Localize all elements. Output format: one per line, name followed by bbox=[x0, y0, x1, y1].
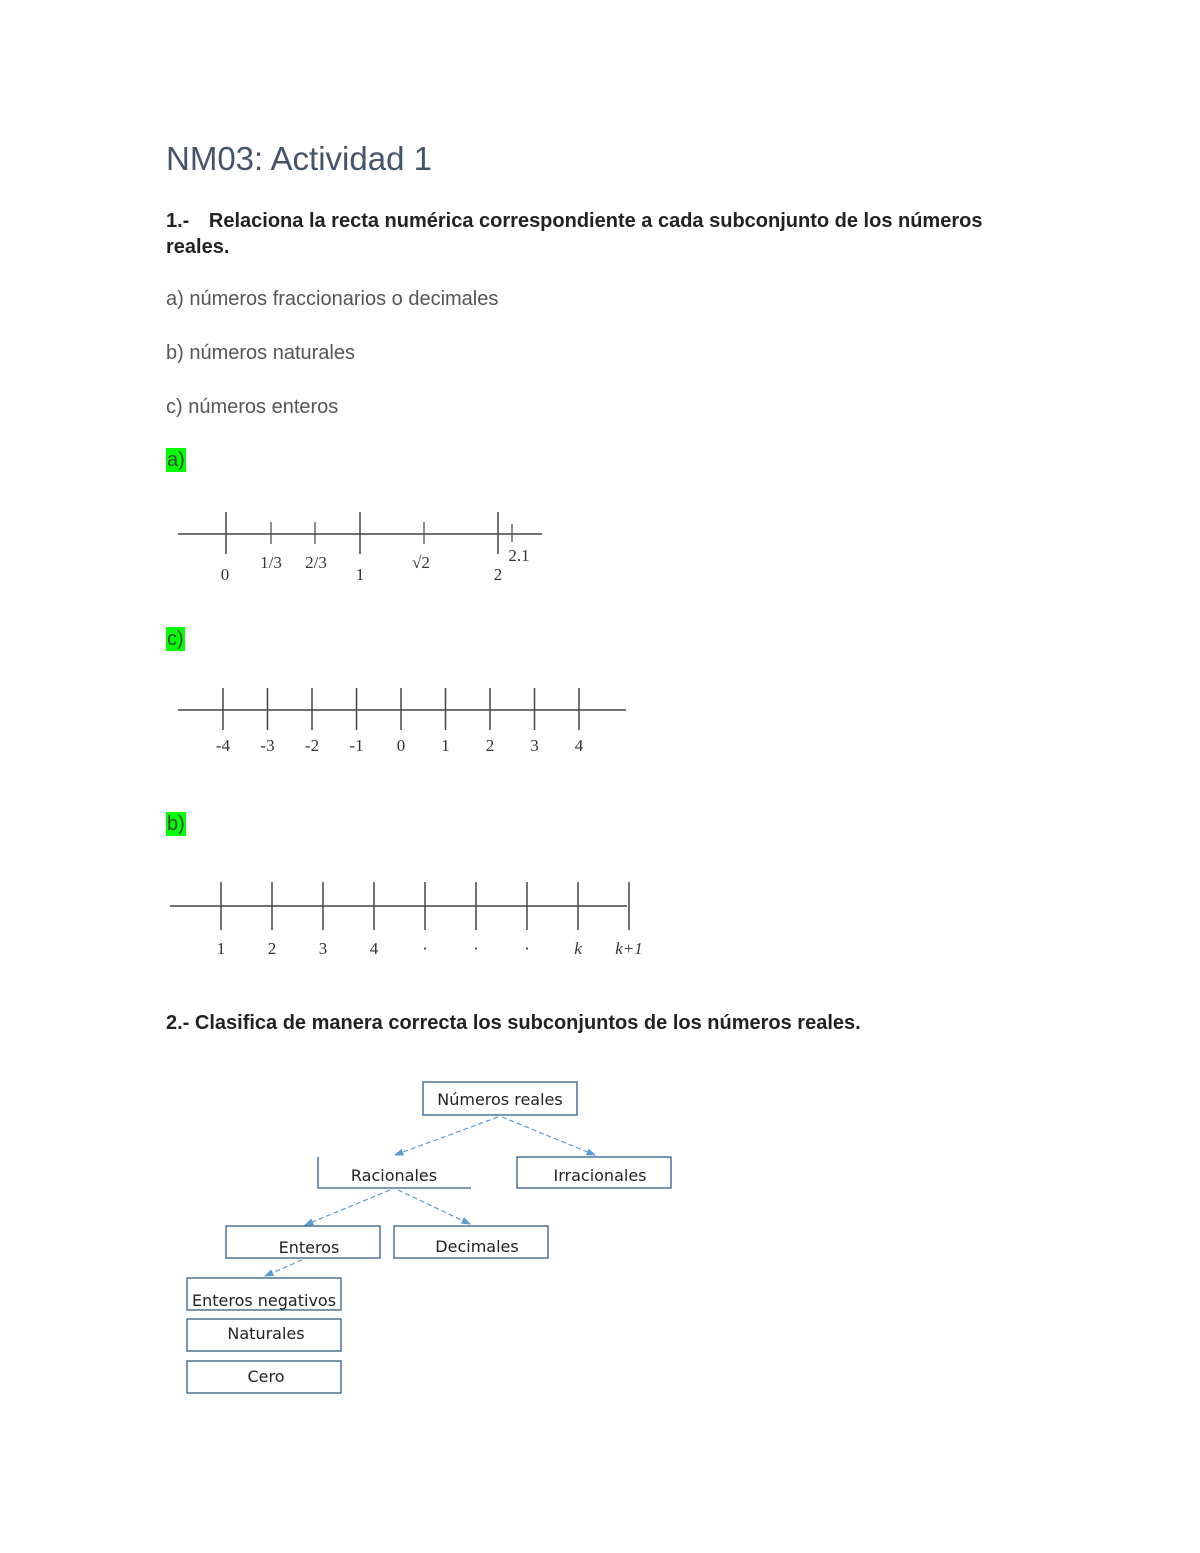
integer-tick-label: 1 bbox=[441, 736, 450, 755]
node-irrationals: Irracionales bbox=[553, 1166, 647, 1185]
natural-tick-label: k+1 bbox=[615, 939, 643, 958]
node-rationals: Racionales bbox=[350, 1166, 438, 1185]
arrow-to-subsets bbox=[265, 1260, 302, 1276]
natural-tick-label: 2 bbox=[267, 939, 277, 958]
integer-tick-label: -1 bbox=[349, 736, 364, 755]
natural-tick-label: · bbox=[422, 939, 428, 958]
answer-label-3: b) bbox=[167, 813, 185, 835]
node-naturals: Naturales bbox=[227, 1324, 305, 1343]
number-line-naturals bbox=[165, 876, 643, 966]
number-line-integers bbox=[170, 680, 630, 760]
question-1-text: Relaciona la recta numérica correspondiente a cada subconjunto de los números reales. bbox=[166, 210, 983, 258]
classification-tree bbox=[180, 1075, 700, 1405]
question-2: 2.- Clasifica de manera correcta los subconjuntos de los números reales. bbox=[166, 1012, 861, 1034]
natural-tick-label: 1 bbox=[216, 939, 226, 958]
integer-tick-label: 0 bbox=[396, 736, 406, 755]
label-0: 0 bbox=[220, 565, 230, 584]
label-2-3: 2/3 bbox=[305, 553, 327, 572]
option-c: c) números enteros bbox=[166, 396, 339, 418]
answer-label-2: c) bbox=[167, 628, 184, 650]
node-decimals: Decimales bbox=[435, 1237, 519, 1256]
question-1 bbox=[166, 208, 1026, 260]
natural-tick-label: 4 bbox=[369, 939, 379, 958]
tick-group bbox=[223, 688, 579, 730]
page-title: NM03: Actividad 1 bbox=[166, 140, 432, 177]
option-a: a) números fraccionarios o decimales bbox=[166, 288, 499, 310]
integer-tick-label: -2 bbox=[304, 736, 320, 755]
label-2: 2 bbox=[493, 565, 503, 584]
integer-tick-label: -3 bbox=[260, 736, 275, 755]
arrow-to-integers bbox=[305, 1190, 390, 1225]
number-line-fractions bbox=[170, 500, 550, 590]
question-1-number: 1.- bbox=[166, 210, 190, 232]
label-2-1: 2.1 bbox=[508, 546, 530, 565]
integer-tick-label: 3 bbox=[530, 736, 539, 755]
node-zero: Cero bbox=[247, 1367, 285, 1386]
natural-tick-label: 3 bbox=[318, 939, 328, 958]
natural-tick-label: · bbox=[524, 939, 530, 958]
label-1-3: 1/3 bbox=[260, 553, 282, 572]
label-1: 1 bbox=[355, 565, 365, 584]
node-negative-integers: Enteros negativos bbox=[191, 1291, 337, 1310]
integer-tick-label: -4 bbox=[215, 736, 231, 755]
natural-tick-label: k bbox=[574, 939, 582, 958]
arrow-to-irrationals bbox=[502, 1117, 595, 1155]
label-sqrt2: √2 bbox=[412, 553, 430, 572]
integer-tick-label: 4 bbox=[574, 736, 584, 755]
integer-tick-label: 2 bbox=[485, 736, 495, 755]
arrow-to-rationals bbox=[395, 1117, 498, 1155]
option-b: b) números naturales bbox=[166, 342, 355, 364]
arrow-to-decimals bbox=[398, 1190, 470, 1224]
node-integers: Enteros bbox=[278, 1238, 340, 1257]
natural-tick-label: · bbox=[473, 939, 479, 958]
answer-label-1: a) bbox=[167, 449, 185, 471]
label-group bbox=[217, 939, 643, 958]
label-group bbox=[216, 736, 584, 755]
node-real-numbers: Números reales bbox=[437, 1090, 563, 1109]
